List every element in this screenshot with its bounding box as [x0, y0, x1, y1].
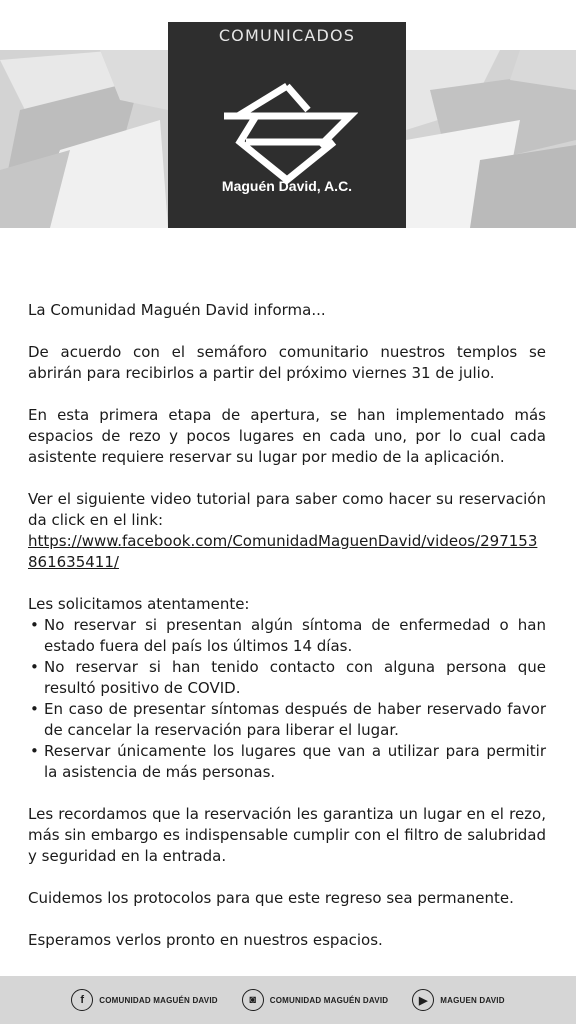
tutorial-video-link[interactable]: https://www.facebook.com/ComunidadMaguenDavid/videos/297153861635411/: [28, 532, 538, 571]
paragraph-protocols: Cuidemos los protocolos para que este regreso sea permanente.: [28, 889, 514, 907]
request-list: [28, 615, 546, 783]
facebook-link[interactable]: [71, 989, 217, 1011]
maguen-david-logo: [216, 80, 358, 184]
instagram-icon: ◙: [242, 989, 264, 1011]
intro-text: La Comunidad Maguén David informa...: [28, 301, 326, 319]
announcement-body: [28, 300, 546, 972]
paragraph-reopening: De acuerdo con el semáforo comunitario nuestros templos se abrirán para recibirlos a partir del próximo viernes 31 de julio.: [28, 343, 546, 382]
organization-name: Maguén David, A.C.: [221, 178, 353, 194]
paragraph-reminder: Les recordamos que la reservación les garantiza un lugar en el rezo, más sin embargo es indispensable cumplir con el filtro de salubridad y seguridad en la entrada.: [28, 805, 546, 865]
social-footer: [0, 976, 576, 1024]
list-heading: Les solicitamos atentamente:: [28, 595, 250, 613]
instagram-label: COMUNIDAD MAGUÉN DAVID: [269, 995, 389, 1005]
facebook-label: COMUNIDAD MAGUÉN DAVID: [99, 995, 218, 1005]
tutorial-link-wrapper: [28, 531, 546, 573]
header-banner: [0, 0, 576, 228]
list-item: • No reservar si han tenido contacto con alguna persona que resultó positivo de COVID.: [28, 657, 546, 699]
list-item: • En caso de presentar síntomas después de haber reservado favor de cancelar la reservación para liberar el lugar.: [28, 699, 546, 741]
youtube-link[interactable]: [412, 989, 504, 1011]
list-item: • Reservar únicamente los lugares que van a utilizar para permitir la asistencia de más personas.: [28, 741, 546, 783]
facebook-icon: f: [71, 989, 93, 1011]
title-panel: [168, 22, 406, 228]
list-item: • No reservar si presentan algún síntoma de enfermedad o han estado fuera del país los últimos 14 días.: [28, 615, 546, 657]
section-title: COMUNICADOS: [218, 26, 356, 45]
instagram-link[interactable]: [242, 989, 388, 1011]
paragraph-tutorial: Ver el siguiente video tutorial para saber como hacer su reservación da click en el link:: [28, 490, 546, 529]
youtube-icon: ▶: [412, 989, 434, 1011]
paragraph-first-stage: En esta primera etapa de apertura, se han implementado más espacios de rezo y pocos lugares en cada uno, por lo cual cada asistente requiere reservar su lugar por medio de la aplicación.: [28, 406, 546, 466]
closing-text: Esperamos verlos pronto en nuestros espacios.: [28, 931, 383, 949]
youtube-label: MAGUEN DAVID: [440, 995, 505, 1005]
